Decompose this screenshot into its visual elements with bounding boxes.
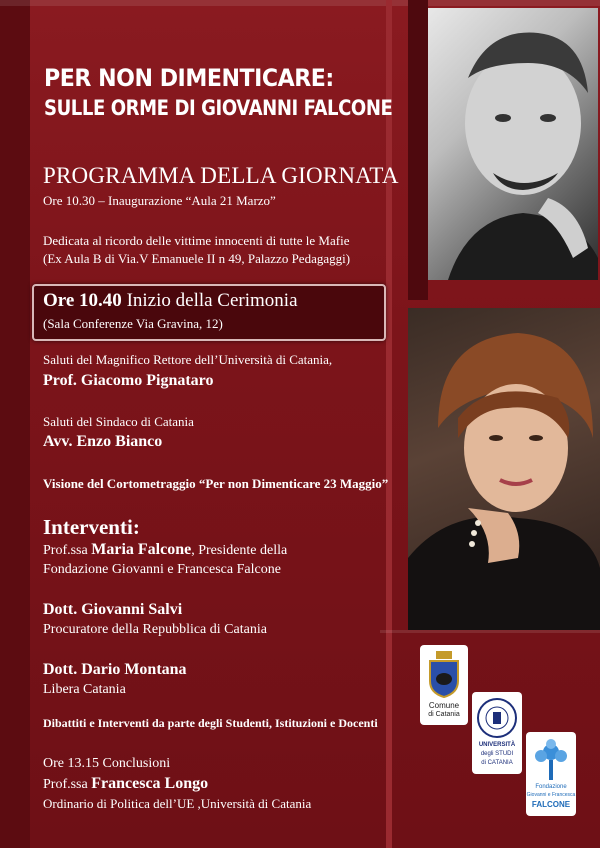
- university-logo-line3: di CATANIA: [481, 760, 513, 766]
- mayor-greeting: Saluti del Sindaco di Catania: [43, 414, 194, 429]
- university-logo: [472, 692, 522, 774]
- conclusion-speaker: [43, 775, 208, 793]
- background-band: [380, 630, 600, 633]
- ceremony-heading: [43, 290, 298, 312]
- rector-greeting: Saluti del Magnifico Rettore dell’Università di Catania,: [43, 352, 333, 367]
- speaker-1-name: Maria Falcone: [91, 541, 192, 558]
- city-crest-icon: [420, 649, 468, 699]
- portrait-illustration: [428, 8, 598, 280]
- program-heading: PROGRAMMA DELLA GIORNATA: [43, 163, 399, 188]
- speaker-2-name: Dott. Giovanni Salvi: [43, 601, 183, 618]
- conclusion-speaker-title: Prof.ssa: [43, 777, 92, 792]
- portrait-photo: [428, 8, 598, 280]
- foundation-logo: [526, 732, 576, 816]
- comune-logo-line2: di Catania: [428, 711, 460, 718]
- debate-text: Dibattiti e Interventi da parte degli Studenti, Istituzioni e Docenti: [43, 716, 378, 730]
- background-band: [0, 0, 600, 6]
- portrait-illustration: [408, 308, 600, 630]
- foundation-logo-line2: Giovanni e Francesca: [526, 792, 576, 798]
- ceremony-place: (Sala Conferenze Via Gravina, 12): [43, 316, 223, 331]
- background-stripe: [408, 0, 428, 300]
- dedication-location: (Ex Aula B di Via.V Emanuele II n 49, Palazzo Pedagaggi): [43, 251, 351, 266]
- dedication-text: Dedicata al ricordo delle vittime innocenti di tutte le Mafie: [43, 233, 350, 248]
- background-stripe: [386, 0, 392, 848]
- speaker-1-role: , Presidente della: [191, 543, 288, 558]
- speaker-1-organization: Fondazione Giovanni e Francesca Falcone: [43, 562, 281, 577]
- speaker-1-line: [43, 541, 287, 559]
- speaker-3-name: Dott. Dario Montana: [43, 661, 187, 678]
- foundation-logo-line3: FALCONE: [531, 800, 571, 809]
- conclusion-time: Ore 13.15 Conclusioni: [43, 756, 171, 771]
- poster-title: PER NON DIMENTICARE:: [44, 64, 334, 92]
- poster-subtitle: SULLE ORME DI GIOVANNI FALCONE: [44, 96, 393, 120]
- tree-icon: [526, 736, 576, 782]
- foundation-logo-line1: Fondazione: [535, 784, 567, 790]
- speakers-heading: Interventi:: [43, 515, 140, 539]
- university-seal-icon: [472, 696, 522, 740]
- inauguration-text: Ore 10.30 – Inaugurazione “Aula 21 Marzo”: [43, 193, 276, 208]
- conclusion-speaker-role: Ordinario di Politica dell’UE ,Università di Catania: [43, 796, 312, 811]
- speaker-1-title: Prof.ssa: [43, 543, 92, 558]
- portrait-photo: [408, 308, 600, 630]
- mayor-name: Avv. Enzo Bianco: [43, 433, 163, 450]
- speaker-2-role: Procuratore della Repubblica di Catania: [43, 622, 267, 637]
- ceremony-label: Inizio della Cerimonia: [121, 290, 298, 311]
- rector-name: Prof. Giacomo Pignataro: [43, 372, 214, 389]
- background-stripe: [0, 0, 30, 848]
- comune-logo-line1: Comune: [428, 701, 460, 710]
- speaker-3-role: Libera Catania: [43, 682, 126, 697]
- university-logo-line2: degli STUDI: [480, 751, 514, 757]
- university-logo-line1: UNIVERSITÀ: [478, 742, 516, 748]
- comune-logo: [420, 645, 468, 725]
- film-screening: Visione del Cortometraggio “Per non Dimenticare 23 Maggio”: [43, 476, 389, 491]
- ceremony-time: Ore 10.40: [43, 290, 122, 311]
- conclusion-speaker-name: Francesca Longo: [91, 775, 209, 792]
